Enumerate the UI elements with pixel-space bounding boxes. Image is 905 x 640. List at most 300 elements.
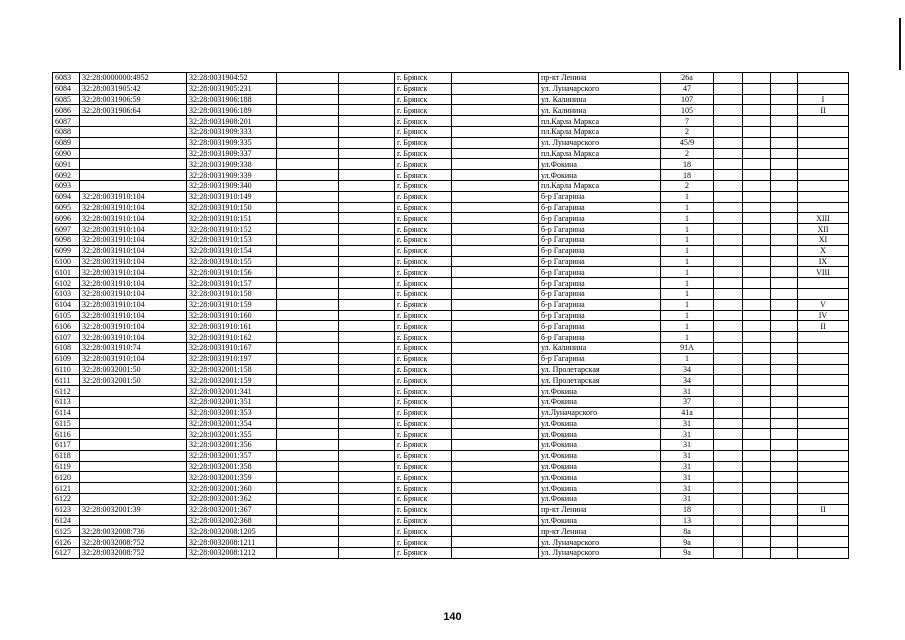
cell-city: г. Брянск [395, 180, 452, 191]
cell-street: б-р Гагарина [539, 353, 661, 364]
cell-c11 [743, 332, 771, 343]
cell-c4 [277, 116, 339, 127]
cell-c7 [452, 494, 539, 505]
table-row [53, 418, 849, 429]
cell-c5 [339, 375, 395, 386]
cell-building: 32:28:0031910:157 [187, 278, 277, 289]
table-row [53, 116, 849, 127]
cell-c4 [277, 310, 339, 321]
cell-street: пр-кт Ленина [539, 526, 661, 537]
cell-c5 [339, 364, 395, 375]
table-row [53, 450, 849, 461]
cell-parcel [80, 116, 187, 127]
cell-street: ул.Фокина [539, 386, 661, 397]
cell-city: г. Брянск [395, 332, 452, 343]
cell-c4 [277, 537, 339, 548]
cell-house: 107 [661, 94, 714, 105]
table-row [53, 234, 849, 245]
cell-house: 47 [661, 83, 714, 94]
cell-roman: I [798, 94, 849, 105]
cell-house: 18 [661, 504, 714, 515]
cell-num: 6100 [53, 256, 80, 267]
cell-c5 [339, 494, 395, 505]
cell-c10 [714, 83, 743, 94]
cell-city: г. Брянск [395, 418, 452, 429]
cell-house: 1 [661, 332, 714, 343]
cell-house: 31 [661, 494, 714, 505]
cell-parcel [80, 396, 187, 407]
cell-c4 [277, 353, 339, 364]
cell-city: г. Брянск [395, 429, 452, 440]
cell-building: 32:28:0031909:335 [187, 137, 277, 148]
cell-house: 1 [661, 353, 714, 364]
cell-c7 [452, 429, 539, 440]
cell-c10 [714, 494, 743, 505]
cell-c10 [714, 137, 743, 148]
cell-c11 [743, 537, 771, 548]
cell-parcel [80, 386, 187, 397]
cell-c11 [743, 353, 771, 364]
cell-city: г. Брянск [395, 245, 452, 256]
cell-c11 [743, 224, 771, 235]
cell-street: пл.Карла Маркса [539, 180, 661, 191]
cell-num: 6120 [53, 472, 80, 483]
cell-city: г. Брянск [395, 116, 452, 127]
cell-building: 32:28:0031909:340 [187, 180, 277, 191]
cell-city: г. Брянск [395, 83, 452, 94]
cell-c10 [714, 224, 743, 235]
cell-c11 [743, 461, 771, 472]
cell-house: 105 [661, 105, 714, 116]
cell-c12 [771, 245, 798, 256]
cell-c12 [771, 494, 798, 505]
cell-c5 [339, 548, 395, 559]
cell-c12 [771, 94, 798, 105]
cell-c12 [771, 321, 798, 332]
cell-c11 [743, 440, 771, 451]
cell-c5 [339, 213, 395, 224]
cell-city: г. Брянск [395, 126, 452, 137]
cell-c10 [714, 418, 743, 429]
cell-house: 37 [661, 396, 714, 407]
cell-num: 6127 [53, 548, 80, 559]
cell-num: 6098 [53, 234, 80, 245]
cell-building: 32:28:0031910:161 [187, 321, 277, 332]
cell-building: 32:28:0032001:159 [187, 375, 277, 386]
cell-c7 [452, 278, 539, 289]
cell-parcel: 32:28:0031910:104 [80, 245, 187, 256]
cell-c10 [714, 375, 743, 386]
cell-c12 [771, 332, 798, 343]
cell-parcel: 32:28:0031910:104 [80, 353, 187, 364]
cell-c11 [743, 234, 771, 245]
cell-c7 [452, 245, 539, 256]
cell-c12 [771, 256, 798, 267]
cell-c10 [714, 321, 743, 332]
cell-c7 [452, 105, 539, 116]
cell-c11 [743, 180, 771, 191]
cell-c5 [339, 105, 395, 116]
cell-c10 [714, 159, 743, 170]
cell-c10 [714, 342, 743, 353]
cell-c5 [339, 472, 395, 483]
cell-c5 [339, 278, 395, 289]
cell-roman [798, 450, 849, 461]
cell-street: пр-кт Ленина [539, 504, 661, 515]
cell-c4 [277, 137, 339, 148]
cell-c10 [714, 191, 743, 202]
cell-parcel: 32:28:0031910:104 [80, 191, 187, 202]
cell-num: 6099 [53, 245, 80, 256]
cell-c10 [714, 299, 743, 310]
cell-building: 32:28:0032001:359 [187, 472, 277, 483]
cell-c7 [452, 321, 539, 332]
cell-city: г. Брянск [395, 504, 452, 515]
cell-num: 6108 [53, 342, 80, 353]
cell-c5 [339, 407, 395, 418]
table-row [53, 483, 849, 494]
cell-num: 6116 [53, 429, 80, 440]
cell-street: пр-кт Ленина [539, 73, 661, 84]
cell-c7 [452, 159, 539, 170]
cell-c7 [452, 515, 539, 526]
cell-c4 [277, 450, 339, 461]
cell-parcel: 32:28:0032001:50 [80, 364, 187, 375]
cell-c11 [743, 526, 771, 537]
cell-c10 [714, 504, 743, 515]
cell-street: ул.Фокина [539, 170, 661, 181]
cell-building: 32:28:0032001:341 [187, 386, 277, 397]
cell-c10 [714, 386, 743, 397]
table-row [53, 429, 849, 440]
cell-city: г. Брянск [395, 213, 452, 224]
cell-city: г. Брянск [395, 483, 452, 494]
cell-num: 6101 [53, 267, 80, 278]
cell-c4 [277, 515, 339, 526]
cell-city: г. Брянск [395, 224, 452, 235]
cell-building: 32:28:0031904:52 [187, 73, 277, 84]
cell-city: г. Брянск [395, 137, 452, 148]
cell-building: 32:28:0031909:338 [187, 159, 277, 170]
cell-building: 32:28:0031908:201 [187, 116, 277, 127]
cell-c4 [277, 73, 339, 84]
scan-edge-line [899, 18, 901, 70]
cell-c5 [339, 73, 395, 84]
table-row [53, 224, 849, 235]
cell-c10 [714, 537, 743, 548]
cell-c7 [452, 386, 539, 397]
table-row [53, 126, 849, 137]
cell-parcel: 32:28:0031910:104 [80, 332, 187, 343]
cell-roman [798, 407, 849, 418]
cell-c7 [452, 310, 539, 321]
cell-parcel: 32:28:0031910:104 [80, 234, 187, 245]
cell-roman [798, 332, 849, 343]
cell-house: 1 [661, 213, 714, 224]
cell-c4 [277, 234, 339, 245]
cell-c12 [771, 450, 798, 461]
cell-c10 [714, 548, 743, 559]
cell-c4 [277, 94, 339, 105]
table-row [53, 342, 849, 353]
cell-c5 [339, 461, 395, 472]
table-row [53, 256, 849, 267]
cell-num: 6102 [53, 278, 80, 289]
table-row [53, 537, 849, 548]
cell-c10 [714, 234, 743, 245]
cell-parcel [80, 440, 187, 451]
cell-house: 18 [661, 159, 714, 170]
cell-c7 [452, 396, 539, 407]
cell-city: г. Брянск [395, 353, 452, 364]
cell-c5 [339, 83, 395, 94]
table-row [53, 288, 849, 299]
table-row [53, 353, 849, 364]
cell-c11 [743, 310, 771, 321]
cell-num: 6113 [53, 396, 80, 407]
cell-c7 [452, 418, 539, 429]
cell-building: 32:28:0031910:151 [187, 213, 277, 224]
cell-c10 [714, 170, 743, 181]
cell-parcel [80, 429, 187, 440]
cell-c10 [714, 126, 743, 137]
cell-building: 32:28:0031910:162 [187, 332, 277, 343]
cell-street: ул.Фокина [539, 429, 661, 440]
cell-street: ул.Фокина [539, 483, 661, 494]
cell-c5 [339, 170, 395, 181]
cell-roman [798, 202, 849, 213]
cell-building: 32:28:0031910:152 [187, 224, 277, 235]
cell-parcel: 32:28:0032008:736 [80, 526, 187, 537]
cell-c7 [452, 191, 539, 202]
cell-city: г. Брянск [395, 73, 452, 84]
cell-roman [798, 353, 849, 364]
cell-c11 [743, 170, 771, 181]
table-row [53, 504, 849, 515]
cell-building: 32:28:0032001:354 [187, 418, 277, 429]
cell-c10 [714, 353, 743, 364]
cell-c10 [714, 310, 743, 321]
cell-num: 6094 [53, 191, 80, 202]
cell-city: г. Брянск [395, 364, 452, 375]
cell-c4 [277, 105, 339, 116]
cell-c7 [452, 180, 539, 191]
cell-c12 [771, 202, 798, 213]
cell-street: ул. Пролетарская [539, 375, 661, 386]
cell-street: ул. Калинина [539, 94, 661, 105]
cell-building: 32:28:0032008:1211 [187, 537, 277, 548]
cell-c7 [452, 504, 539, 515]
cell-c5 [339, 159, 395, 170]
cell-c11 [743, 504, 771, 515]
cell-building: 32:28:0032002:368 [187, 515, 277, 526]
cell-street: ул. Калинина [539, 342, 661, 353]
cell-num: 6110 [53, 364, 80, 375]
cell-num: 6104 [53, 299, 80, 310]
table-row [53, 332, 849, 343]
cell-c10 [714, 332, 743, 343]
cell-c12 [771, 267, 798, 278]
cell-city: г. Брянск [395, 472, 452, 483]
cell-street: б-р Гагарина [539, 278, 661, 289]
cell-c12 [771, 548, 798, 559]
cell-c4 [277, 332, 339, 343]
cell-c4 [277, 396, 339, 407]
cell-building: 32:28:0032001:158 [187, 364, 277, 375]
cell-num: 6088 [53, 126, 80, 137]
cell-c5 [339, 537, 395, 548]
cell-parcel [80, 472, 187, 483]
cell-c4 [277, 494, 339, 505]
cell-c4 [277, 126, 339, 137]
cell-c10 [714, 407, 743, 418]
cell-roman [798, 494, 849, 505]
cell-num: 6126 [53, 537, 80, 548]
cell-c11 [743, 418, 771, 429]
cell-parcel [80, 148, 187, 159]
cell-c11 [743, 375, 771, 386]
cell-roman [798, 180, 849, 191]
cell-city: г. Брянск [395, 375, 452, 386]
table-row [53, 310, 849, 321]
cell-c4 [277, 342, 339, 353]
cell-c4 [277, 170, 339, 181]
cell-street: ул.Фокина [539, 440, 661, 451]
cell-city: г. Брянск [395, 342, 452, 353]
cell-c4 [277, 321, 339, 332]
cell-building: 32:28:0031910:154 [187, 245, 277, 256]
cell-num: 6097 [53, 224, 80, 235]
cell-parcel [80, 515, 187, 526]
cell-roman [798, 288, 849, 299]
cell-c10 [714, 450, 743, 461]
cell-roman: II [798, 504, 849, 515]
table-body [53, 73, 849, 559]
cell-building: 32:28:0031910:158 [187, 288, 277, 299]
cell-street: ул. Калинина [539, 105, 661, 116]
cell-building: 32:28:0031905:231 [187, 83, 277, 94]
cell-c10 [714, 180, 743, 191]
cell-parcel [80, 180, 187, 191]
table-row [53, 364, 849, 375]
cell-c5 [339, 418, 395, 429]
cell-c7 [452, 526, 539, 537]
cell-parcel: 32:28:0031906:59 [80, 94, 187, 105]
cell-parcel: 32:28:0031910:104 [80, 321, 187, 332]
cell-num: 6109 [53, 353, 80, 364]
cell-c7 [452, 299, 539, 310]
cell-c12 [771, 288, 798, 299]
cell-num: 6125 [53, 526, 80, 537]
cell-c5 [339, 180, 395, 191]
cell-parcel: 32:28:0031910:104 [80, 213, 187, 224]
table-row [53, 73, 849, 84]
cell-c4 [277, 267, 339, 278]
cell-house: 1 [661, 224, 714, 235]
table-row [53, 159, 849, 170]
cell-house: 91А [661, 342, 714, 353]
cell-c12 [771, 386, 798, 397]
cell-c7 [452, 94, 539, 105]
cell-c12 [771, 342, 798, 353]
cell-city: г. Брянск [395, 396, 452, 407]
cell-c10 [714, 245, 743, 256]
cell-parcel: 32:28:0000000:4952 [80, 73, 187, 84]
cell-house: 31 [661, 440, 714, 451]
cell-street: б-р Гагарина [539, 321, 661, 332]
cell-parcel: 32:28:0031910:104 [80, 310, 187, 321]
cell-house: 26а [661, 73, 714, 84]
cell-c10 [714, 202, 743, 213]
cell-c12 [771, 353, 798, 364]
cell-house: 1 [661, 202, 714, 213]
cell-c11 [743, 450, 771, 461]
cell-c4 [277, 148, 339, 159]
cell-parcel [80, 418, 187, 429]
cell-roman: IX [798, 256, 849, 267]
cell-num: 6089 [53, 137, 80, 148]
cell-c5 [339, 440, 395, 451]
cell-c4 [277, 288, 339, 299]
cell-house: 31 [661, 429, 714, 440]
table-row [53, 278, 849, 289]
cell-building: 32:28:0031910:167 [187, 342, 277, 353]
table-row [53, 170, 849, 181]
cell-city: г. Брянск [395, 515, 452, 526]
cell-c5 [339, 342, 395, 353]
cell-roman: V [798, 299, 849, 310]
cell-c11 [743, 245, 771, 256]
cell-c12 [771, 234, 798, 245]
cell-street: б-р Гагарина [539, 256, 661, 267]
cell-c7 [452, 137, 539, 148]
cell-c7 [452, 483, 539, 494]
cell-c7 [452, 73, 539, 84]
cell-building: 32:28:0032008:1212 [187, 548, 277, 559]
cell-c10 [714, 440, 743, 451]
cell-house: 1 [661, 321, 714, 332]
cell-c7 [452, 332, 539, 343]
cell-c11 [743, 407, 771, 418]
cell-c12 [771, 105, 798, 116]
cell-c12 [771, 396, 798, 407]
cell-building: 32:28:0032008:1205 [187, 526, 277, 537]
cell-building: 32:28:0032001:353 [187, 407, 277, 418]
cell-roman [798, 126, 849, 137]
cell-c10 [714, 288, 743, 299]
cell-c5 [339, 202, 395, 213]
cell-roman: XII [798, 224, 849, 235]
cell-c10 [714, 364, 743, 375]
cell-roman [798, 537, 849, 548]
cell-house: 31 [661, 418, 714, 429]
cell-building: 32:28:0031910:156 [187, 267, 277, 278]
cell-c12 [771, 116, 798, 127]
cell-c5 [339, 353, 395, 364]
cell-city: г. Брянск [395, 537, 452, 548]
cell-c10 [714, 73, 743, 84]
table-row [53, 83, 849, 94]
cell-roman [798, 418, 849, 429]
cell-city: г. Брянск [395, 386, 452, 397]
cell-building: 32:28:0031909:337 [187, 148, 277, 159]
cell-c11 [743, 267, 771, 278]
cell-parcel: 32:28:0031910:104 [80, 256, 187, 267]
cell-roman [798, 191, 849, 202]
cell-street: ул. Луначарского [539, 137, 661, 148]
cell-c5 [339, 483, 395, 494]
cell-c7 [452, 170, 539, 181]
